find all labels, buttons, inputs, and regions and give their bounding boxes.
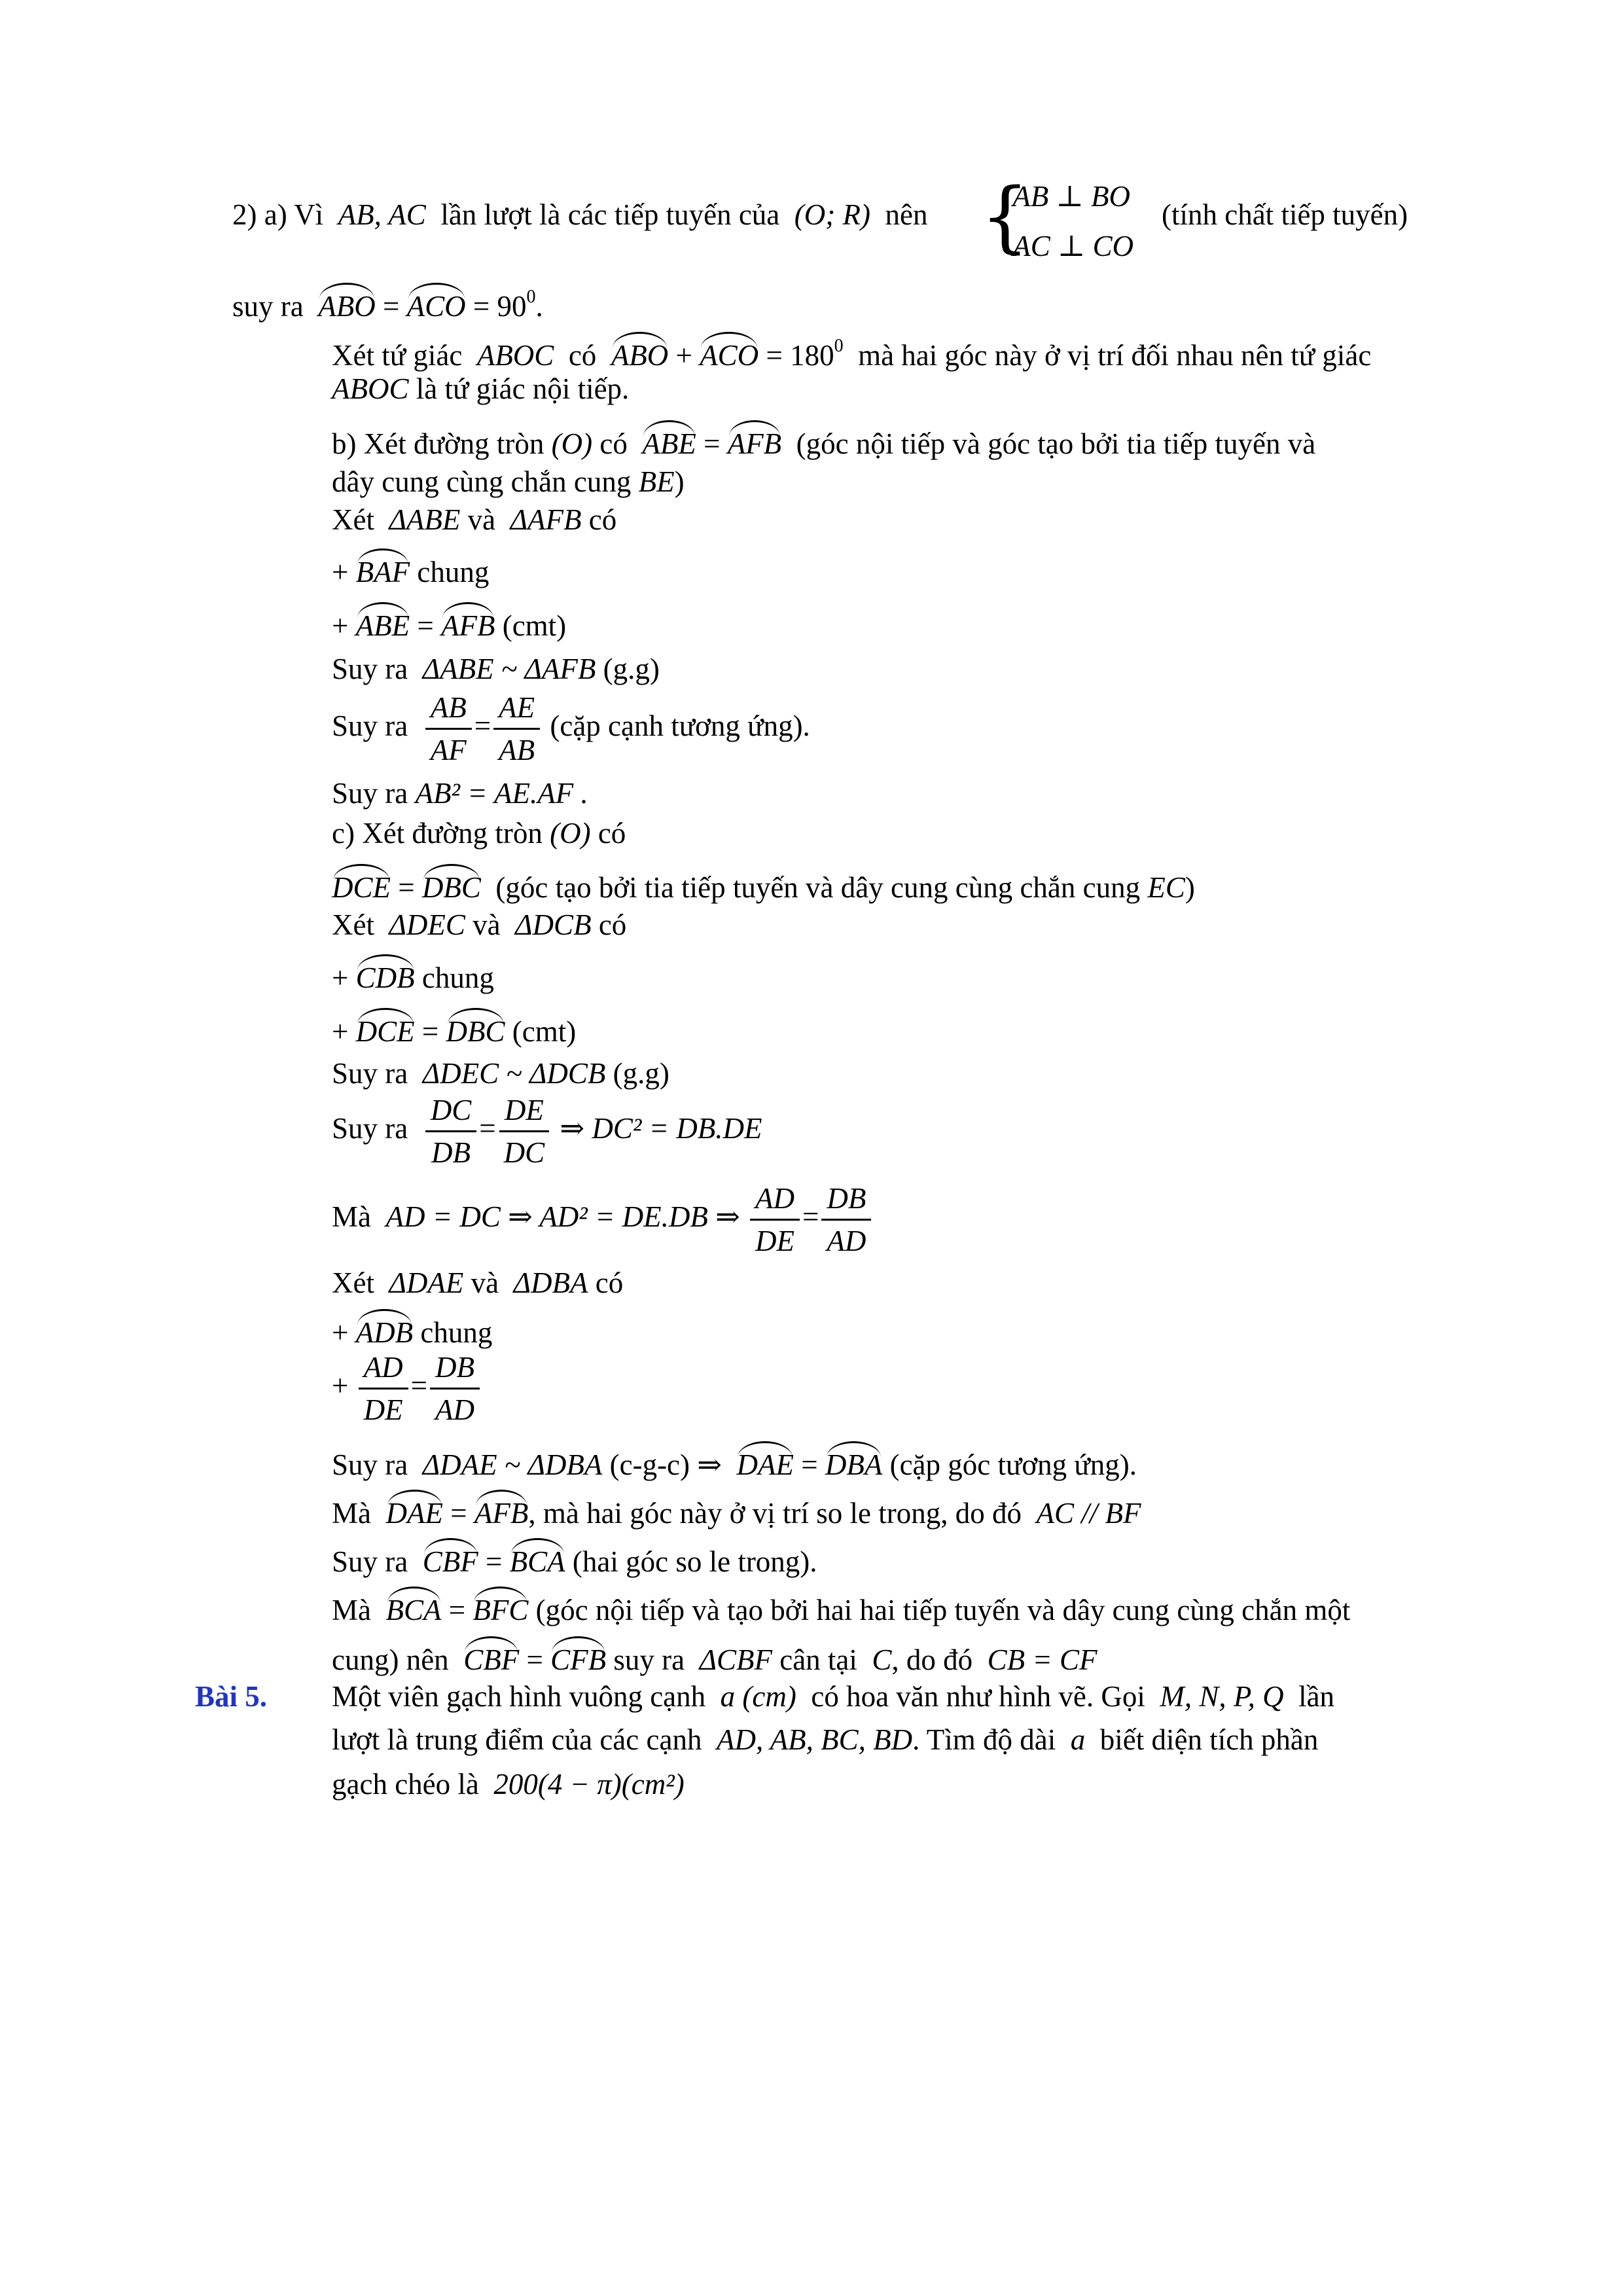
line-2b-6: Suy ra ΔABE ~ ΔAFB (g.g) <box>332 653 660 685</box>
bai5-line-1: Một viên gạch hình vuông cạnh a (cm) có hoa văn như hình vẽ. Gọi M, N, P, Q lần <box>332 1680 1335 1713</box>
brace-symbol <box>980 193 1000 249</box>
line-2c-5: + DCE = DBC (cmt) <box>332 1008 576 1050</box>
line-2b-5: + ABE = AFB (cmt) <box>332 602 566 644</box>
line-2c-16: cung) nên CBF = CFB suy ra ΔCBF cân tại C, do đó CB = CF <box>332 1636 1097 1678</box>
system-perp <box>975 171 1133 271</box>
line-2c-9: Xét ΔDAE và ΔDBA có <box>332 1266 624 1299</box>
line-2c-4: + CDB chung <box>332 954 494 996</box>
line-2b-1: b) Xét đường tròn (O) có ABE = AFB (góc nội tiếp và góc tạo bởi tia tiếp tuyến và <box>332 420 1315 462</box>
note-tangent: (tính chất tiếp tuyến) <box>1162 198 1408 231</box>
line-2c-12: Suy ra ΔDAE ~ ΔDBA (c-g-c) ⇒ DAE = DBA (cặp góc tương ứng). <box>332 1441 1137 1483</box>
line-2c-10: + ADB chung <box>332 1309 492 1351</box>
line-2c-1: c) Xét đường tròn (O) có <box>332 817 626 850</box>
line-2b-7: Suy ra $\frac{AB}{AF}$ = $\frac{AE}{AB}$ (cặp cạnh tương ứng). <box>332 687 810 770</box>
bai5-line-3: gạch chéo là 200(4 − π)(cm²) <box>332 1768 685 1801</box>
bai5-line-2: lượt là trung điểm của các cạnh AD, AB, BC, BD. Tìm độ dài a biết diện tích phần <box>332 1723 1319 1756</box>
line-2a-2: suy ra ABO = ACO = $90^0$. <box>232 283 543 325</box>
line-2c-8: Mà AD = DC ⇒ AD² = DE.DB ⇒ $\frac{AD}{DE}$ = $\frac{DB}{AD}$ <box>332 1178 874 1261</box>
line-2a-1: 2) a) Vì AB, AC lần lượt là các tiếp tuyến của (O; R) nên <box>232 198 928 231</box>
bai5-label: Bài 5. <box>195 1680 268 1713</box>
line-2b-2: dây cung cùng chắn cung BE) <box>332 465 685 498</box>
line-2a-3: Xét tứ giác ABOC có ABO + ACO = $180^0$ mà hai góc này ở vị trí đối nhau nên tứ giác <box>332 332 1371 374</box>
line-2c-11: + $\frac{AD}{DE}$ = $\frac{DB}{AD}$ <box>332 1347 482 1430</box>
line-2c-3: Xét ΔDEC và ΔDCB có <box>332 908 627 941</box>
line-2c-15: Mà BCA = BFC (góc nội tiếp và tạo bởi hai hai tiếp tuyến và dây cung cùng chắn một <box>332 1587 1350 1628</box>
sys-row-2: AC ⊥ CO <box>1012 230 1134 262</box>
line-2c-6: Suy ra ΔDEC ~ ΔDCB (g.g) <box>332 1057 669 1090</box>
sys-row-1: AB ⊥ BO <box>1012 180 1131 213</box>
line-2a-4: ABOC là tứ giác nội tiếp. <box>332 372 630 405</box>
line-2c-14: Suy ra CBF = BCA (hai góc so le trong). <box>332 1538 817 1580</box>
line-2b-8: Suy ra AB² = AE.AF . <box>332 777 588 810</box>
line-2c-7: Suy ra $\frac{DC}{DB}$ = $\frac{DE}{DC}$ ⇒ DC² = DB.DE <box>332 1090 762 1173</box>
line-2b-3: Xét ΔABE và ΔAFB có <box>332 503 617 536</box>
line-2c-2: DCE = DBC (góc tạo bởi tia tiếp tuyến và dây cung cùng chắn cung EC) <box>332 864 1195 906</box>
line-2c-13: Mà DAE = AFB, mà hai góc này ở vị trí so le trong, do đó AC // BF <box>332 1490 1141 1532</box>
line-2b-4: + BAF chung <box>332 548 489 590</box>
